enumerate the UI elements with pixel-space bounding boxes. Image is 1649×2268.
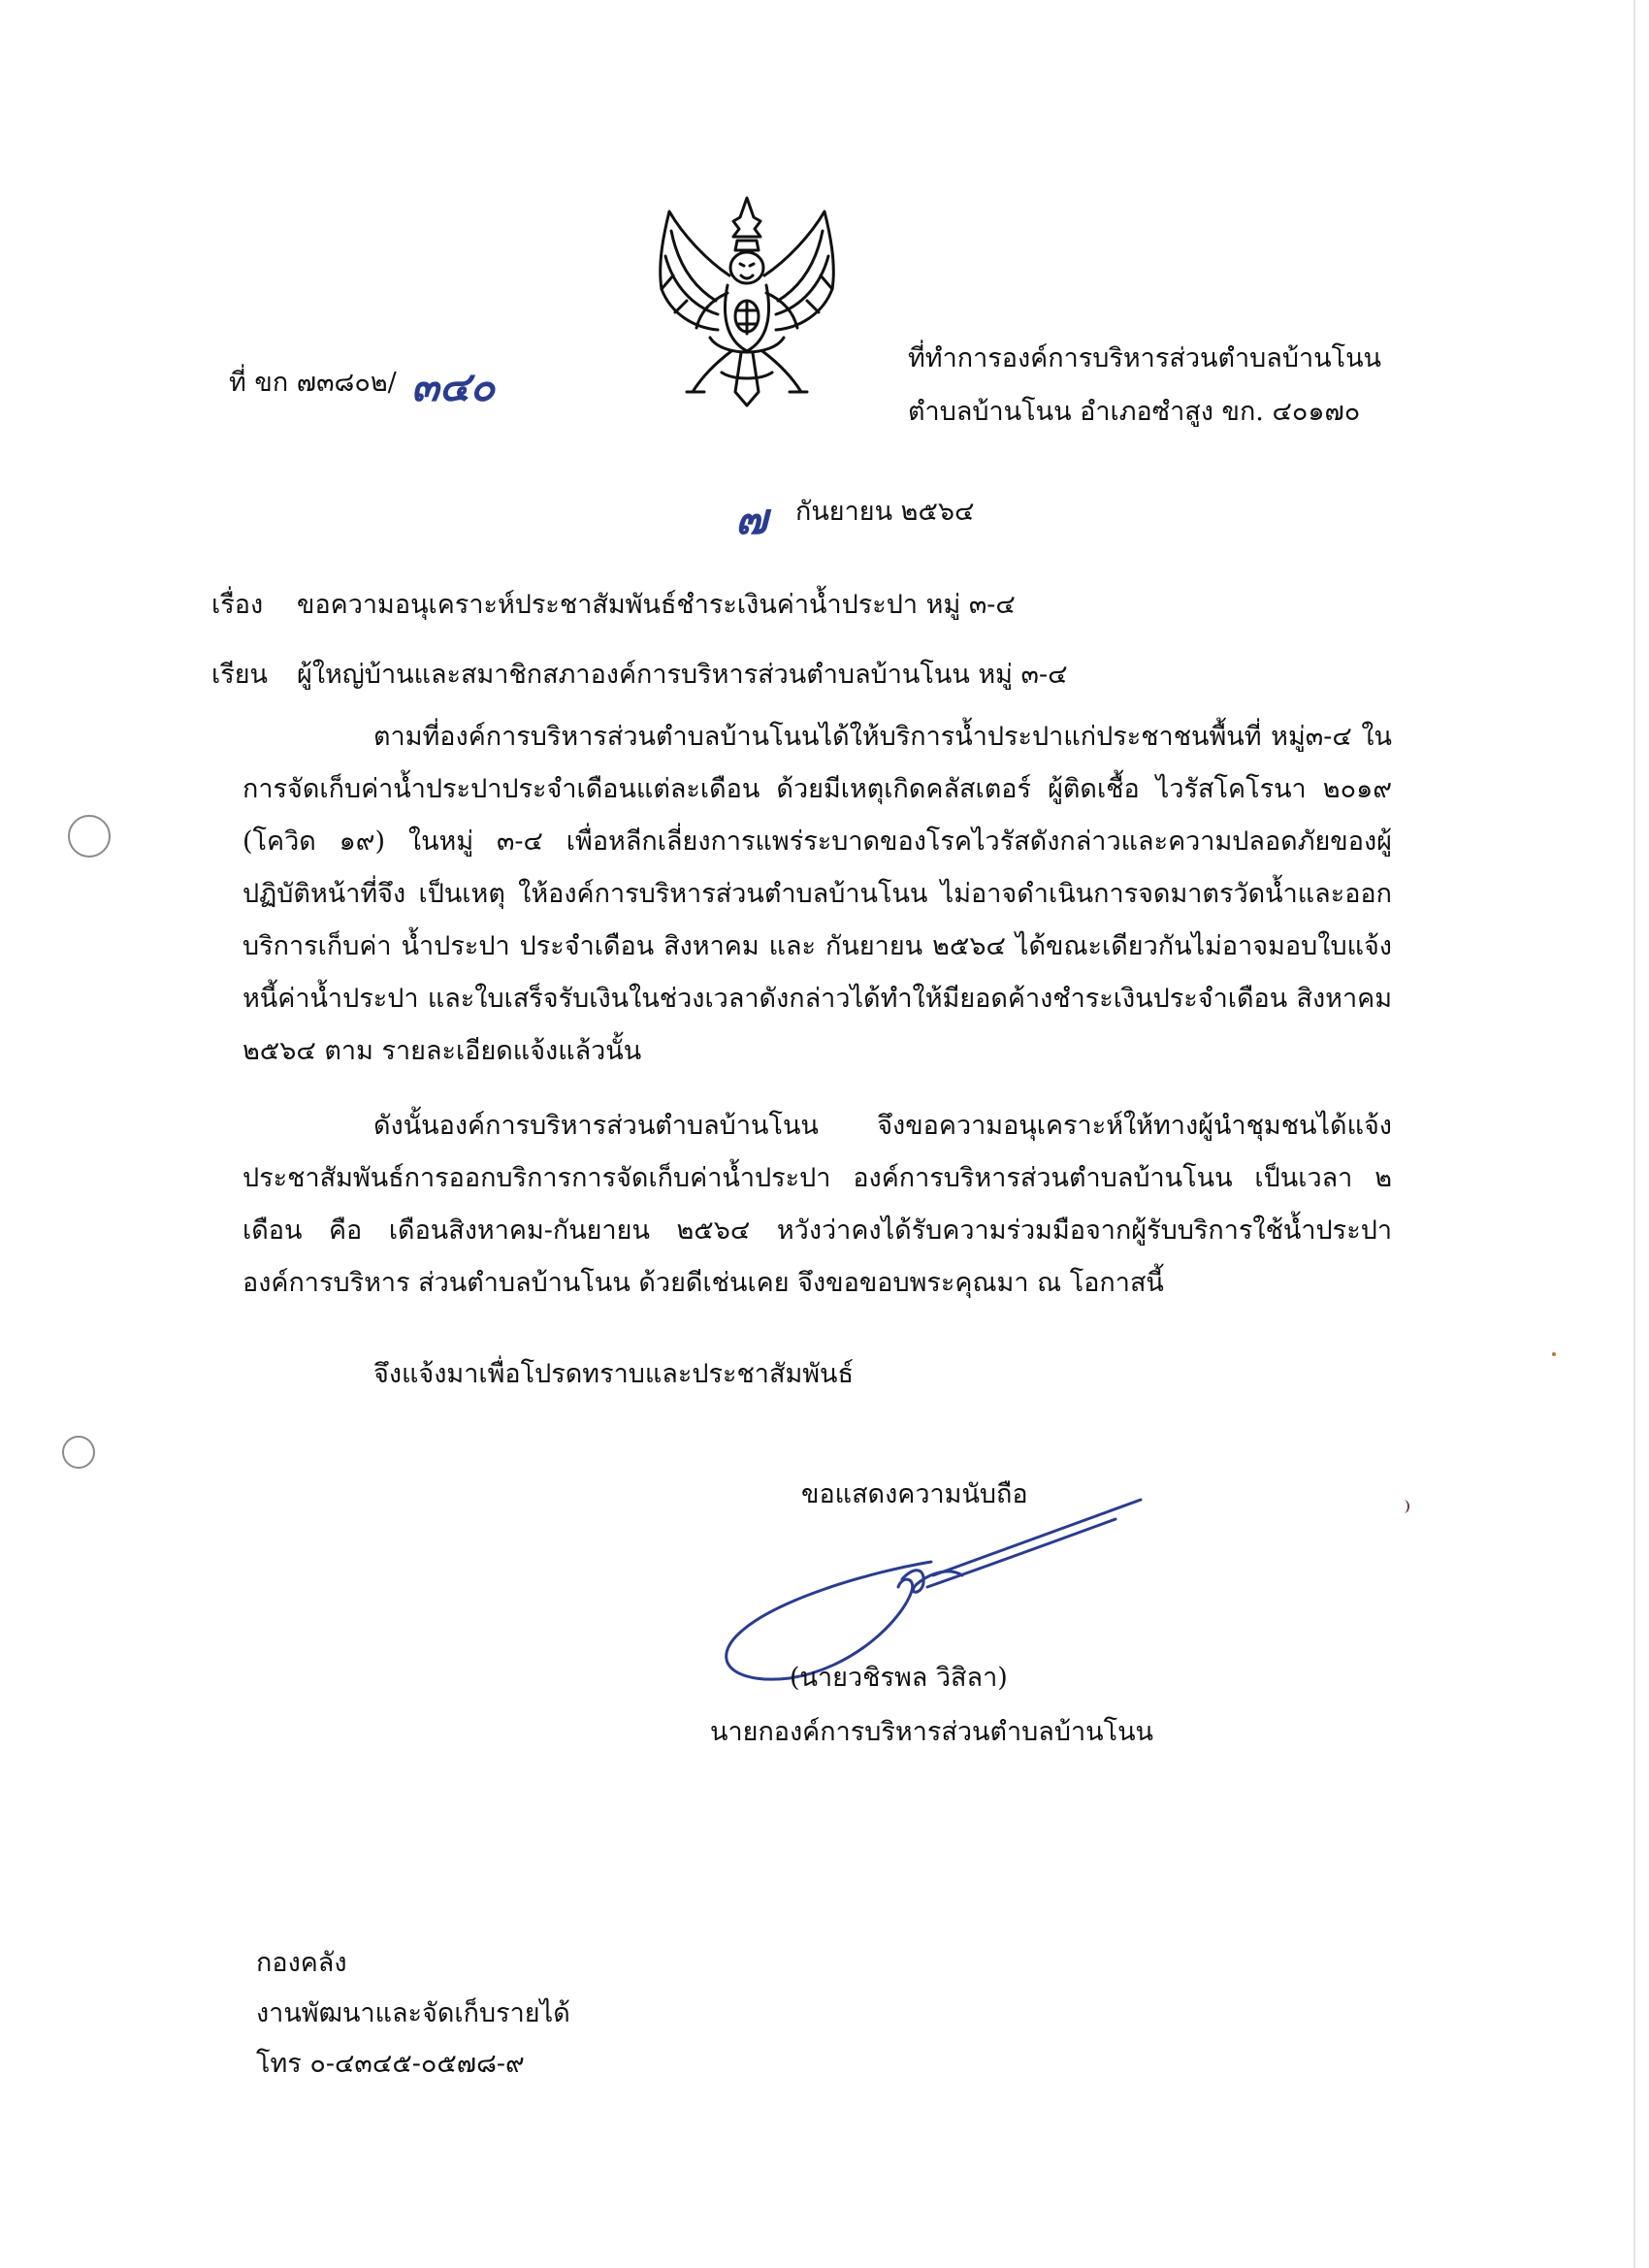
salutation: ขอแสดงความนับถือ	[801, 1479, 1028, 1509]
garuda-emblem-icon	[648, 192, 847, 410]
reference-number: ที่ ขก ๗๓๘๐๒/	[229, 368, 397, 398]
office-address-line2: ตำบลบ้านโนน อำเภอซำสูง ขก. ๔๐๑๗๐	[908, 397, 1361, 427]
punch-hole-top	[68, 815, 111, 858]
signature-scribble-icon	[708, 1494, 1154, 1688]
footer-department: กองคลัง	[256, 1948, 347, 1978]
subject-text: ขอความอนุเคราะห์ประชาสัมพันธ์ชำระเงินค่าน้ำประปา หมู่ ๓-๔	[297, 590, 1016, 620]
body-paragraph-2	[242, 1100, 1392, 1310]
handwritten-day: ๗	[735, 495, 768, 544]
signatory-name: (นายวชิรพล วิสิลา)	[790, 1663, 1008, 1693]
footer-section: งานพัฒนาและจัดเก็บรายได้	[256, 1998, 570, 2028]
subject-label: เรื่อง	[211, 590, 264, 620]
margin-mark	[1398, 1500, 1409, 1513]
closing-line: จึงแจ้งมาเพื่อโปรดทราบและประชาสัมพันธ์	[373, 1359, 854, 1389]
body-paragraph-1-text: ตามที่องค์การบริหารส่วนตำบลบ้านโนนได้ให้บริการน้ำประปาแก่ประชาชนพื้นที่ หมู่๓-๔ ใน การจัดเก็บค่าน้ำประปาประจำเดือนแต่ละเดือน ด้วยมีเหตุเกิดคลัสเตอร์ ผู้ติดเชื้อ ไวรัสโคโรนา ๒๐๑๙ (โควิด ๑๙) ในหมู่ ๓-๔ เพื่อหลีกเลี่ยงการแพร่ระบาดของโรคไวรัสดังกล่าวและความปลอดภัยของผู้ปฏิบัติหน้าที่จึง เป็นเหตุ ให้องค์การบริหารส่วนตำบลบ้านโนน ไม่อาจดำเนินการจดมาตรวัดน้ำและออกบริการเก็บค่า น้ำประปา ประจำเดือน สิงหาคม และ กันยายน ๒๕๖๔ ได้ขณะเดียวกันไม่อาจมอบใบแจ้งหนี้ค่าน้ำประปา และใบเสร็จรับเงินในช่วงเวลาดังกล่าวได้ทำให้มียอดค้างชำระเงินประจำเดือน สิงหาคม ๒๕๖๔ ตาม รายละเอียดแจ้งแล้วนั้น	[242, 722, 1392, 1066]
date-month-year: กันยายน ๒๕๖๔	[795, 497, 975, 527]
punch-hole-bottom	[62, 1436, 95, 1469]
signatory-position: นายกองค์การบริหารส่วนตำบลบ้านโนน	[710, 1717, 1154, 1747]
recipient-text: ผู้ใหญ่บ้านและสมาชิกสภาองค์การบริหารส่วนตำบลบ้านโนน หมู่ ๓-๔	[297, 660, 1068, 690]
office-address-line1: ที่ทำการองค์การบริหารส่วนตำบลบ้านโนน	[908, 343, 1381, 373]
recipient-label: เรียน	[211, 660, 269, 690]
handwritten-reference: ๓๔๐	[411, 363, 496, 410]
ink-speck	[1552, 1352, 1556, 1356]
body-paragraph-1	[242, 711, 1392, 1078]
page-edge	[1633, 0, 1635, 2268]
body-paragraph-2-text: ดังนั้นองค์การบริหารส่วนตำบลบ้านโนน จึงขอความอนุเคราะห์ให้ทางผู้นำชุมชนได้แจ้ง ประชาสัมพันธ์การออกบริการการจัดเก็บค่าน้ำประปา องค์การบริหารส่วนตำบลบ้านโนน เป็นเวลา ๒ เดือน คือ เดือนสิงหาคม-กันยายน ๒๕๖๔ หวังว่าคงได้รับความร่วมมือจากผู้รับบริการใช้น้ำประปา องค์การบริหาร ส่วนตำบลบ้านโนน ด้วยดีเช่นเคย จึงขอขอบพระคุณมา ณ โอกาสนี้	[242, 1111, 1392, 1298]
footer-phone: โทร ๐-๔๓๔๕-๐๕๗๘-๙	[256, 2049, 525, 2079]
